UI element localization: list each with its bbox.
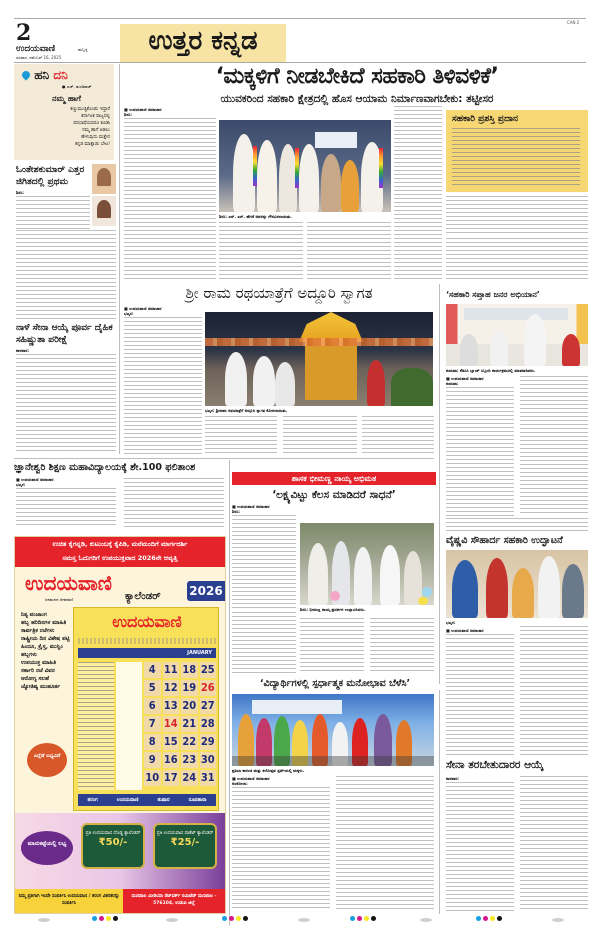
- jnaneshwari-dateline: ಭಟ್ಕಳ:: [16, 482, 26, 487]
- masthead-brand: ಉದಯವಾಣಿ: [16, 44, 56, 54]
- registration-mark: [420, 918, 432, 922]
- sidebar-body-2: [446, 238, 588, 282]
- rama-body-col4: [362, 416, 434, 456]
- vidyarthi-dateline: ಅಂಕೋಲಾ:: [232, 781, 248, 786]
- rama-body-col3: [283, 416, 357, 456]
- saptaha-headline: ‘ಸಹಕಾರಿ ಸಪ್ತಾಹ ಜನರ ಅಭಿಯಾನ’: [446, 290, 540, 299]
- calendar-date: 16: [163, 753, 178, 766]
- calendar-brand: ಉದಯವಾಣಿ: [112, 612, 182, 631]
- column-rule: [439, 690, 440, 914]
- color-bar: [476, 916, 502, 921]
- rama-headline: ಶ್ರೀ ರಾಮ ರಥಯಾತ್ರೆಗೆ ಅದ್ದೂರಿ ಸ್ವಾಗತ: [185, 284, 373, 302]
- sena-headline: ಸೇನಾ ತರಬೇತುದಾರರ ಆಯ್ಕೆ: [446, 759, 544, 771]
- rama-body-col2: [205, 416, 277, 456]
- ad-footer-left: ನಿಮ್ಮ ಪ್ರತಿಗಾಗಿ ಇಂದೇ ಸಂಪರ್ಕಿಸಿ ಉದಯವಾಣಿ / ತರಂಗ ವಿತರಕರನ್ನು ಸಂಪರ್ಕಿಸಿ: [15, 889, 123, 913]
- issue-date: ರವಿವಾರ, ನವೆಂಬರ್ 16, 2025: [16, 55, 62, 60]
- calendar-date: 5: [144, 680, 161, 696]
- lead-photo: [219, 120, 391, 212]
- calendar-date: 24: [182, 771, 197, 784]
- lead-dateline: ಶಿರಸಿ:: [124, 112, 133, 117]
- hani-dani-author: ● ಎಚ್. ಡುಂಡಿರಾಜ್: [62, 84, 92, 89]
- calendar-notes: [116, 662, 142, 790]
- lakshya-body-col2: [300, 618, 364, 674]
- saptaha-byline: ■ ಉದಯವಾಣಿ ಸಮಾಚಾರ: [446, 376, 484, 381]
- saptaha-body-col2: [520, 376, 588, 514]
- sena-body-col2: [520, 776, 588, 912]
- stage-banner: [315, 132, 357, 148]
- vaishnavi-photo-caption: ಭಟ್ಕಳ:: [446, 620, 456, 625]
- sena-body-col1: [446, 782, 514, 912]
- lakshya-kicker: ಶಾಸಕ ಭೀಮಣ್ಣ ನಾಯ್ಕ ಅಭಿಮತ: [232, 472, 436, 485]
- vaishnavi-photo: [446, 550, 588, 618]
- calendar-date: 8: [144, 734, 161, 750]
- saptaha-photo: [446, 304, 588, 366]
- jnaneshwari-byline: ■ ಉದಯವಾಣಿ ಸಮಾಚಾರ: [16, 477, 54, 482]
- lead-body-col1: [124, 118, 216, 282]
- saptaha-dateline: ಕುಮಟಾ:: [446, 381, 459, 386]
- calendar-date: 17: [163, 771, 178, 784]
- lead-subheadline: ಯುವಕರಿಂದ ಸಹಕಾರಿ ಕ್ಷೇತ್ರದಲ್ಲಿ ಹೊಸ ಆಯಾಮ ನಿರ್ಮಾಣವಾಗಬೇಕು: ತಟ್ಟೀಸರ: [220, 93, 494, 105]
- calendar-date: 12: [163, 681, 178, 694]
- ad-banner-line1: ಉಚಿತ ಕೈಗನ್ನಡಿ, ಕುಟುಂಬಕ್ಕೆ ಕೈಪಿಡಿ, ಮನೆಮಂದಿಗೆ ಮಾರ್ಗದರ್ಶಿ: [52, 540, 188, 548]
- top-rule: [14, 18, 586, 19]
- vaishnavi-body-col1: [446, 634, 514, 756]
- ad-brand-tagline: ಜನಮನದ ಜೀವವಾಣಿ: [45, 597, 74, 602]
- lakshya-body-col1: [232, 515, 296, 609]
- calendar-date: 30: [200, 753, 215, 766]
- price2-label: ಪ್ರತಿ ಉದಯವಾಣಿ ಪಾಕೆಟ್ ಕ್ಯಾಲೆಂಡರ್: [156, 831, 214, 836]
- calendar-partner-bar: [78, 794, 216, 806]
- plate-code: CAN 2: [567, 20, 580, 25]
- saptaha-body-col1: [446, 387, 514, 517]
- ad-pricing-strip: [15, 813, 225, 889]
- badge-available: ಎಲ್ಲೆಡೆ ಲಭ್ಯವಿದೆ: [27, 743, 67, 777]
- sena-dateline: ಕಾರವಾರ:: [446, 776, 460, 781]
- left-story1-body: [16, 196, 90, 230]
- calendar-date-grid: [144, 662, 216, 786]
- vidyarthi-headline: ‘ವಿದ್ಯಾರ್ಥಿಗಳಲ್ಲಿ ಸ್ಪರ್ಧಾತ್ಮಕ ಮನೋಭಾವ ಬೆಳೆಸಿ’: [259, 678, 411, 689]
- registration-mark: [38, 918, 50, 922]
- header-rule: [14, 62, 586, 63]
- ad-feature: ಸರ್ಕಾರಿ ರಜೆ ವಿವರ: [21, 668, 55, 674]
- calendar-date: 20: [182, 699, 197, 712]
- edition-label: ಹುಬ್ಬಳ್ಳಿ: [78, 47, 88, 52]
- sahakari-prashasti-box: [446, 110, 588, 192]
- chariot-body: [305, 340, 357, 400]
- poem-line: ಕಣ್ಣುಮುಚ್ಚಿಕೊಂಡು ಇದ್ದಾರೆ: [70, 107, 110, 112]
- left-story2-headline: ನಾಳೆ ಸೇನಾ ಆಯ್ಕೆ ಪೂರ್ವ ದೈಹಿಕ ಸಹಿಷ್ಣುತಾ ಪರೀಕ್ಷೆ: [16, 323, 113, 345]
- ad-feature: ರಾಷ್ಟ್ರೀಯ ದಿನ ವಿಶೇಷ ಪಟ್ಟಿ: [21, 636, 70, 642]
- poem-line: ಕರ್ನಾಟಕ ರಾಜ್ಯದಲ್ಲಿ: [81, 114, 110, 119]
- calendar-image: [73, 607, 219, 811]
- ad-feature: ಹಬ್ಬ ಹರಿದಿನಗಳ ಮಾಹಿತಿ: [21, 620, 67, 626]
- calendar-date: 18: [182, 663, 197, 676]
- student-photo-2: [92, 196, 116, 226]
- ad-feature: ಸಾರ್ವತ್ರಿಕ ರಜೆಗಳು: [21, 628, 55, 634]
- lakshya-body-col3: [370, 618, 434, 674]
- lakshya-byline: ■ ಉದಯವಾಣಿ ಸಮಾಚಾರ: [232, 504, 270, 509]
- calendar-date: 27: [200, 699, 215, 712]
- column-rule: [439, 284, 440, 684]
- lakshya-photo: [300, 523, 434, 605]
- calendar-date: 14: [163, 717, 178, 730]
- rama-body-col1: [124, 317, 202, 455]
- section-banner: ಉತ್ತರ ಕನ್ನಡ: [120, 24, 286, 62]
- price1-label: ಪ್ರತಿ ಉದಯವಾಣಿ ದೊಡ್ಡ ಕ್ಯಾಲೆಂಡರ್: [85, 831, 141, 836]
- sahakari-prashasti-headline: ಸಹಕಾರಿ ಪ್ರಶಸ್ತಿ ಪ್ರದಾನ: [452, 114, 519, 124]
- partner-taranga: ತರಂಗ: [87, 797, 98, 803]
- vidyarthi-body-col2: [336, 776, 434, 912]
- lakshya-dateline: ಶಿರಸಿ:: [232, 509, 241, 514]
- calendar-date: 9: [144, 752, 161, 768]
- left-story2-dateline: ಕಾರವಾರ:: [16, 348, 30, 353]
- partner-roopatara: ರೂಪತಾರಾ: [188, 797, 207, 803]
- calendar-date: 7: [144, 716, 161, 732]
- rama-photo-caption: ಭಟ್ಕಳ: ಶ್ರೀರಾಮ ರಥಯಾತ್ರೆಗೆ ಅದ್ದೂರಿ ಸ್ವಾಗತ ಕೋರಲಾಯಿತು.: [205, 408, 288, 413]
- ad-banner: [15, 537, 225, 567]
- jnaneshwari-body-col1: [16, 488, 116, 528]
- price1-value: ₹50/-: [98, 837, 128, 848]
- calendar-date: 25: [200, 663, 215, 676]
- rama-photo: [205, 312, 433, 406]
- ad-feature: ಹಿಂದೂ, ಕ್ರೈಸ್ತ, ಮುಸ್ಲಿಂ ಹಬ್ಬಗಳು: [21, 644, 63, 658]
- poem-title: ನಮ್ಮ ಹಾಗೆ: [52, 94, 81, 103]
- vidyarthi-body-col1: [232, 787, 330, 911]
- lead-body-col4: [394, 106, 442, 282]
- price2-value: ₹25/-: [170, 837, 200, 848]
- ad-product: ಕ್ಯಾಲೆಂಡರ್: [125, 591, 161, 602]
- hani-dani-title: [22, 68, 68, 83]
- calendar-date: 31: [200, 771, 215, 784]
- calendar-date: 11: [163, 663, 178, 676]
- droplet-icon: [20, 69, 31, 80]
- poem-body: [36, 106, 110, 148]
- price-card-2: [153, 823, 217, 869]
- hani-dani-title-a: ಹನಿ: [34, 68, 50, 82]
- lakshya-body-col1-cont: [232, 612, 296, 676]
- calendar-date: 21: [182, 717, 197, 730]
- lead-body-col2: [219, 222, 303, 282]
- partner-tushara: ತುಷಾರ: [157, 797, 170, 803]
- lead-photo-caption: ಶಿರಸಿ: ಎನ್. ಎಸ್. ಹೆಗಡೆ ಅವರನ್ನು ಗೌರವಿಸಲಾಯಿತು.: [219, 214, 292, 219]
- lead-byline: ■ ಉದಯವಾಣಿ ಸಮಾಚಾರ: [124, 107, 162, 112]
- color-bar: [92, 916, 118, 921]
- vidyarthi-byline: ■ ಉದಯವಾಣಿ ಸಮಾಚಾರ: [232, 776, 270, 781]
- poem-line: ಪರಭಾಷೆಯವರೂ ಕೂಡಾ: [73, 121, 110, 126]
- calendar-date: 15: [163, 735, 178, 748]
- calendar-date: 26: [200, 681, 215, 694]
- registration-mark: [166, 918, 178, 922]
- calendar-date: 4: [144, 662, 161, 678]
- ad-feature: ಉಪಯುಕ್ತ ಮಾಹಿತಿ: [21, 660, 56, 666]
- calendar-date: 28: [200, 717, 215, 730]
- lead-body-col3: [307, 222, 391, 282]
- calendar-date: 29: [200, 735, 215, 748]
- registration-mark: [552, 918, 564, 922]
- calendar-date: 19: [182, 681, 197, 694]
- calendar-date: 6: [144, 698, 161, 714]
- ad-feature: ಜ್ಯೋತಿಷ್ಯ ಮುಹೂರ್ತ: [21, 684, 61, 690]
- column-rule: [119, 64, 120, 454]
- left-story1-body-cont: [16, 230, 116, 320]
- jnaneshwari-headline: ಜ್ಞಾನೇಶ್ವರಿ ಶಿಕ್ಷಣ ಮಹಾವಿದ್ಯಾಲಯಕ್ಕೆ ಶೇ.100 ಫಲಿತಾಂಶ: [14, 462, 196, 473]
- left-story2-body: [16, 354, 116, 452]
- lakshya-photo-caption: ಶಿರಸಿ: ಭೀಮಣ್ಣ ನಾಯ್ಕ ಪ್ರದರ್ಶನ ಉದ್ಘಾಟಿಸಿದರು.: [300, 607, 366, 612]
- student-photo-1: [92, 164, 116, 194]
- ad-footer-right: ಮಣಿಪಾಲ ಮೀಡಿಯಾ ನೆಟ್‌ವರ್ಕ್ ಲಿಮಿಟೆಡ್ ಮಣಿಪಾಲ - 576104, ಉಡುಪಿ ಜಿಲ್ಲೆ: [123, 889, 225, 913]
- calendar-ad: [14, 536, 226, 914]
- calendar-date: 13: [163, 699, 178, 712]
- ad-feature-list: [21, 611, 71, 691]
- vaishnavi-headline: ವೈಷ್ಣವಿ ಸೌಹಾರ್ದ ಸಹಕಾರಿ ಉದ್ಘಾಟನೆ: [446, 535, 563, 546]
- ad-feature: ನಿತ್ಯ ಪಂಚಾಂಗ: [21, 612, 47, 618]
- lead-headline: ‘ಮಕ್ಕಳಿಗೆ ನೀಡಬೇಕಿದೆ ಸಹಕಾರಿ ತಿಳಿವಳಿಕೆ’: [215, 64, 499, 89]
- saptaha-photo-caption: ಕುಮಟಾ: ಕೆಡಿಸಿಸಿ ಬ್ಯಾಂಕ್ ಸಿಬ್ಬಂದಿ ಕಾರ್ಯಕ್ರಮದಲ್ಲಿ ಮಾತನಾಡಿದರು.: [446, 368, 536, 373]
- rama-byline: ■ ಉದಯವಾಣಿ ಸಮಾಚಾರ: [124, 306, 162, 311]
- saptaha-body-end: [446, 518, 588, 532]
- vidyarthi-photo-caption: ಪ್ರತಿಭಾ ಕಾರಂಜಿ ಮತ್ತು ಕಲೋತ್ಸವ ಸ್ಪರ್ಧೆಯಲ್ಲಿ ಮಕ್ಕಳು.: [232, 768, 305, 773]
- vaishnavi-body-col2: [520, 626, 588, 756]
- sidebar-followup-body: [446, 196, 588, 236]
- ad-brand: ಉದಯವಾಣಿ: [25, 571, 112, 595]
- price-card-1: [81, 823, 145, 869]
- ad-feature: ಆರೋಗ್ಯ ಸಲಹೆ: [21, 676, 50, 682]
- color-bar: [350, 916, 376, 921]
- calendar-month: JANUARY: [187, 650, 212, 656]
- ad-banner-line2: ಸಮಸ್ತ ಓದುಗರಿಗೆ ಉಪಯುಕ್ತವಾದ 2026ನೇ ಆವೃತ್ತಿ: [62, 554, 178, 562]
- color-bar: [222, 916, 248, 921]
- section-rule: [14, 458, 434, 459]
- calendar-date: 22: [182, 735, 197, 748]
- page-number: 2: [16, 20, 32, 46]
- left-story1-headline: ಓಂತೇಶಕುಮಾರ್ ಎತ್ತರ ಜಿಗಿತದಲ್ಲಿ ಪ್ರಥಮ: [16, 165, 85, 187]
- calendar-panchanga: [78, 662, 114, 790]
- partner-udayavani: ಉದಯವಾಣಿ: [116, 797, 139, 803]
- poem-line: ನಮ್ಮ ಹಾಗೆ ಆಡಲು: [82, 128, 110, 133]
- calendar-date: 10: [145, 771, 160, 784]
- hani-dani-title-b: ದನಿ: [53, 68, 68, 82]
- poem-line: ಕನ್ನಡ ಮಾತ್ನಾಡು ಬೇಟ!: [75, 142, 110, 147]
- vidyarthi-photo: [232, 694, 434, 766]
- registration-mark: [298, 918, 310, 922]
- lakshya-headline: ‘ಲಕ್ಷ್ಯವಿಟ್ಟು ಕೆಲಸ ಮಾಡಿದರೆ ಸಾಧನೆ’: [272, 489, 396, 501]
- rama-dateline: ಭಟ್ಕಳ:: [124, 311, 134, 316]
- sahakari-prashasti-body: [452, 128, 580, 188]
- left-story1-dateline: ಶಿರಸಿ:: [16, 190, 25, 195]
- column-rule: [229, 460, 230, 926]
- poem-line: ಹೇಳುವುದು ಮತ್ತೇನ: [81, 135, 110, 140]
- calendar-date: 23: [182, 753, 197, 766]
- jnaneshwari-body-col2: [124, 478, 224, 528]
- calendar-month-bar: [78, 648, 216, 658]
- badge-market: ಮಾರುಕಟ್ಟೆಯಲ್ಲಿ ಲಭ್ಯ: [21, 831, 73, 865]
- vaishnavi-byline: ■ ಉದಯವಾಣಿ ಸಮಾಚಾರ: [446, 628, 484, 633]
- ad-year-badge: 2026: [187, 581, 225, 601]
- hani-dani-box: [14, 64, 114, 160]
